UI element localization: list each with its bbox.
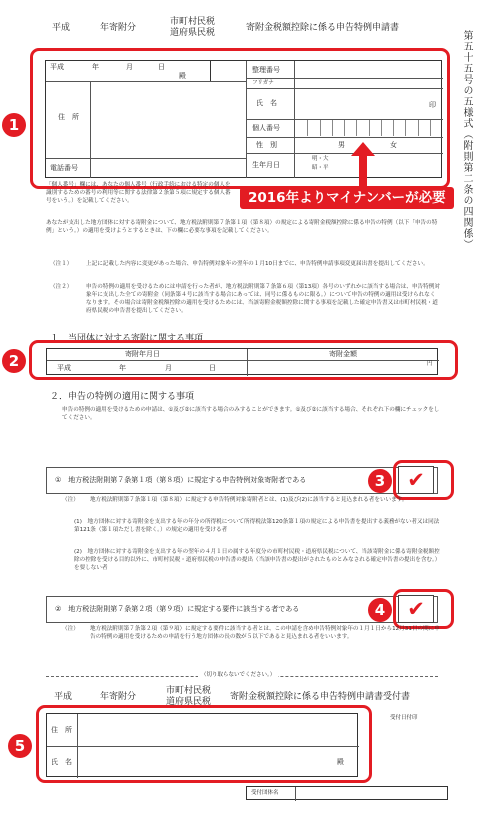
highlight-box-3 <box>393 460 454 500</box>
receipt-era: 平成 <box>54 692 73 702</box>
highlight-box-2 <box>29 340 458 380</box>
header-tax-prefectural: 道府県民税 <box>170 28 216 38</box>
section1-title: １．当団体に対する寄附に関する事項 <box>50 334 204 344</box>
date-day-label: 日 <box>158 63 165 71</box>
donation-date-day: 日 <box>209 364 216 372</box>
stamp-label: 受付日付印 <box>390 715 418 721</box>
gender-female-option[interactable]: 女 <box>390 141 397 149</box>
receiving-org-field[interactable] <box>298 788 446 799</box>
donation-date-era: 平成 <box>57 364 71 372</box>
item1-label: ① 地方税法附則第７条第１項（第８項）に規定する申告特例対象寄附者である <box>55 476 307 484</box>
my-number-label: 個人番号 <box>252 124 280 132</box>
receiving-org-table <box>246 786 448 800</box>
note1-text: 上記に記載した内容に変更があった場合、申告特例対象年の翌年の１月10日までに、申告特例申請事項変更届出書を提出してください。 <box>86 261 429 267</box>
side-title: 第五十五号の五様式（附則第二条の四関係） <box>461 30 472 250</box>
header-era: 平成 <box>52 23 71 33</box>
addressee-suffix: 殿 <box>179 72 186 80</box>
section2-title: ２．申告の特例の適用に関する事項 <box>50 392 195 402</box>
ref-no-label: 整理番号 <box>252 66 280 74</box>
gender-male-option[interactable]: 男 <box>338 141 345 149</box>
note2-text: 申告の特例の適用を受けるためには申請を行った者が、地方税法附則第７条第６項（第13項）各号のいずれかに該当する場合は、申告特例対象年に支出した全ての寄附金（同条第４号に該当する場合にあっては、同号に係るものに限る。）について申告の特例の適用は受けられなくなります。その場合は寄附金税額控除の適用を受けるためには、当該寄附金税額控除に関する事項を記載した確定申告書又は市町村民税・道府県民税の申告書を提出してください。 <box>86 284 440 314</box>
mynumber-note: 「個人番号」欄には、あなたの個人番号（行政手続における特定の個人を識別するための番号の利用等に関する法律第２条第５項に規定する個人番号をいう。）を記載してください。 <box>46 182 231 204</box>
item1-note: 地方税法附則第７条第１項（第８項）に規定する申告特例対象寄附者とは、(1)及び(2)に該当すると見込まれる者をいいます。 <box>90 497 408 503</box>
seal-mark: 印 <box>429 101 436 109</box>
arrow-up-icon <box>351 142 375 188</box>
highlight-box-1 <box>30 48 450 189</box>
yen-unit: 円 <box>427 361 433 367</box>
marker-2: 2 <box>2 349 26 373</box>
marker-1: 1 <box>2 113 26 137</box>
item1-sub1: (1) 地方団体に対する寄附金を支出する年の年分の所得税について所得税法第120条第１項の規定による申告書を提出する義務がない者又は同法第121条（第１項ただし書を除く。）の規定の適用を受ける者 <box>74 519 440 533</box>
stamp-area[interactable] <box>376 712 448 786</box>
col-donation-amount: 寄附金額 <box>329 350 357 358</box>
col-donation-date: 寄附年月日 <box>125 350 160 358</box>
note1-number: （注１） <box>50 261 73 267</box>
name-label: 氏 名 <box>256 99 277 107</box>
header-tax-municipal: 市町村民税 <box>170 17 216 27</box>
gender-label: 性 別 <box>256 141 277 149</box>
item1-note-number: （注） <box>62 497 79 503</box>
item2-note-number: （注） <box>62 626 79 632</box>
receipt-tax-municipal: 市町村民税 <box>166 686 212 696</box>
form-title: 寄附金税額控除に係る申告特例申請書 <box>246 23 400 33</box>
item1-checkmark-icon: ✔ <box>407 468 425 492</box>
receipt-name-label: 氏 名 <box>51 758 72 766</box>
note2-number: （注２） <box>50 284 73 290</box>
date-year-label: 年 <box>92 63 99 71</box>
furigana-label: フリガナ <box>252 80 274 86</box>
marker-4: 4 <box>368 598 392 622</box>
receipt-year-portion: 年寄附分 <box>100 692 137 702</box>
phone-label: 電話番号 <box>50 164 78 172</box>
receipt-tax-prefectural: 道府県民税 <box>166 697 212 707</box>
header-year-portion: 年寄附分 <box>100 23 137 33</box>
birth-era-1: 明・大 <box>312 156 329 162</box>
item1-sub2: (2) 地方団体に対する寄附金を支出する年の翌年の４月１日の属する年度分の市町村民税・道府県民税について、当該寄附金に係る寄附金税額控除の控除を受ける目的以外に、市町村民税・道府県民税の申告書の提出（当該申告書の提出がされたものとみなされる確定申告書の提出を含む。）を要しない者 <box>74 549 440 571</box>
birth-label: 生年月日 <box>252 161 280 169</box>
date-era: 平成 <box>50 63 64 71</box>
receipt-title: 寄附金税額控除に係る申告特例申請書受付書 <box>230 692 411 702</box>
donation-date-month: 月 <box>165 364 172 372</box>
marker-5: 5 <box>8 734 32 758</box>
birth-era-2: 昭・平 <box>312 165 329 171</box>
mynumber-callout: 2016年よりマイナンバーが必要 <box>240 187 454 209</box>
section2-desc: 申告の特例の適用を受けるための申請は、①及び②に該当する場合のみすることができます。①及び②に該当する場合、それぞれ下の欄にチェックをしてください。 <box>62 407 440 421</box>
item2-checkmark-icon: ✔ <box>407 597 425 621</box>
address-label: 住 所 <box>58 113 79 121</box>
cut-line-label: （切り取らないでください。） <box>198 672 278 680</box>
receipt-addressee-suffix: 殿 <box>337 758 344 766</box>
highlight-box-4 <box>393 589 454 629</box>
item2-label: ② 地方税法附則第７条第２項（第９項）に規定する要件に該当する者である <box>55 605 300 613</box>
intro-text: あなたが支出した地方団体に対する寄附金について、地方税法附則第７条第１項（第８項）の規定による寄附金税額控除に係る申告の特例（以下「申告の特例」という。）の適用を受けようとするときは、下の欄に必要な事項を記載してください。 <box>46 220 438 234</box>
receiving-org-label: 受付団体名 <box>251 790 279 796</box>
marker-3: 3 <box>368 469 392 493</box>
date-month-label: 月 <box>126 63 133 71</box>
receipt-address-label: 住 所 <box>51 726 72 734</box>
highlight-box-5 <box>36 705 372 783</box>
donation-date-year: 年 <box>119 364 126 372</box>
item2-note: 地方税法附則第７条第２項（第９項）に規定する要件に該当する者とは、この申請を含め申告特例対象年の１月１日から12月31日の間に申告の特例の適用を受けるための申請を行う地方団体の長の数が５以下であると見込まれる者をいいます。 <box>90 626 440 640</box>
